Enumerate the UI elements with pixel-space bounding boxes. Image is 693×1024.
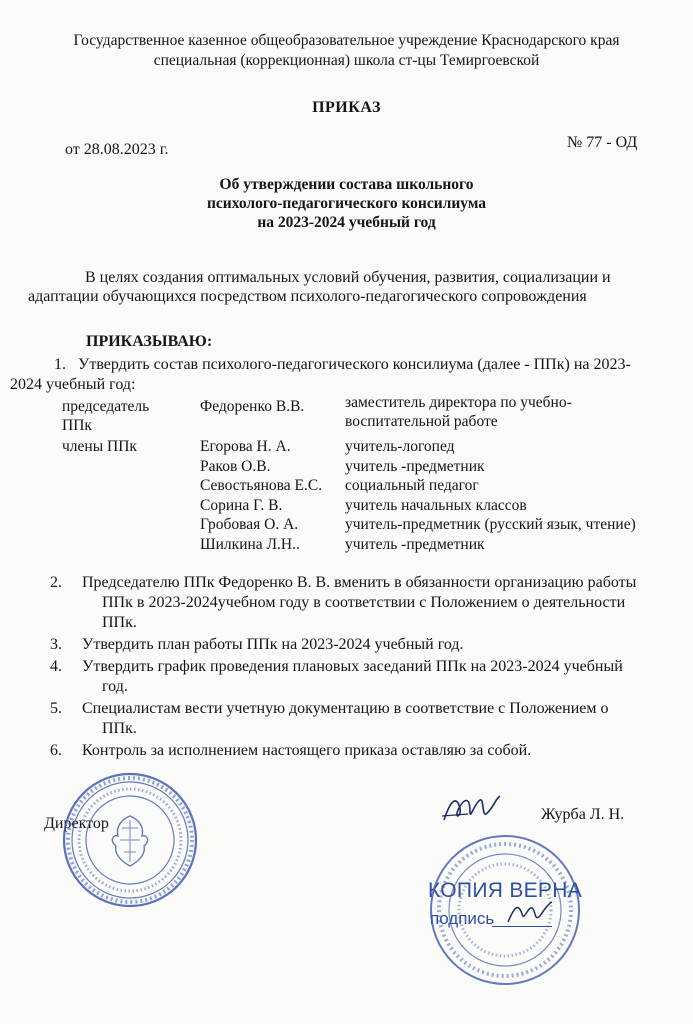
chair-role-line-2: ППк xyxy=(62,417,92,434)
copy-stamp-label: КОПИЯ ВЕРНА xyxy=(428,879,583,902)
copy-stamp-signature xyxy=(506,898,556,933)
item-line: Контроль за исполнением настоящего приказа оставляю за собой. xyxy=(82,742,532,759)
document-title: ПРИКАЗ xyxy=(312,99,381,116)
order-item xyxy=(50,741,670,761)
item-number: 2. xyxy=(50,574,62,591)
intro-paragraph xyxy=(28,268,668,306)
chair-role-line-1: председатель xyxy=(62,398,150,415)
subject-line-2: психолого-педагогического консилиума xyxy=(206,195,487,212)
member-name: Сорина Г. В. xyxy=(200,497,283,514)
member-name: Севостьянова Е.С. xyxy=(200,477,323,494)
intro-line-2: адаптации обучающихся посредством психолого-педагогического сопровождения xyxy=(28,288,587,305)
chair-position-line-1: заместитель директора по учебно- xyxy=(345,394,572,411)
order-word: ПРИКАЗЫВАЮ: xyxy=(86,333,213,350)
member-position: учитель -предметник xyxy=(345,536,485,553)
signature-role: Директор xyxy=(44,815,109,832)
member-name: Раков О.В. xyxy=(200,458,271,475)
item-1-number: 1. xyxy=(54,356,66,373)
item-line: год. xyxy=(102,678,128,695)
subject-line-3: на 2023-2024 учебный год xyxy=(257,214,436,231)
chair-position xyxy=(345,393,572,431)
order-date: от 28.08.2023 г. xyxy=(65,141,169,158)
order-number: № 77 - ОД xyxy=(567,134,638,151)
official-seal xyxy=(60,770,200,910)
subject-line-1: Об утверждении состава школьного xyxy=(219,176,474,193)
chair-role xyxy=(62,397,149,435)
chair-name: Федоренко В.В. xyxy=(200,398,305,415)
item-1-line-1: Утвердить состав психолого-педагогического консилиума (далее - ППк) на 2023- xyxy=(78,356,631,373)
order-item xyxy=(50,573,670,633)
order-subject xyxy=(0,175,693,232)
item-number: 4. xyxy=(50,658,62,675)
item-line: ППк. xyxy=(102,720,137,737)
member-position: учитель начальных классов xyxy=(345,497,527,514)
organization-header xyxy=(0,31,693,71)
member-position: учитель-логопед xyxy=(345,438,455,455)
item-number: 3. xyxy=(50,636,62,653)
member-name: Егорова Н. А. xyxy=(200,438,291,455)
member-position: учитель -предметник xyxy=(345,458,485,475)
order-item xyxy=(50,699,670,739)
chair-position-line-2: воспитательной работе xyxy=(345,413,498,430)
members-role: члены ППк xyxy=(62,438,137,455)
order-item xyxy=(50,635,670,655)
item-line: ППк. xyxy=(102,614,137,631)
item-1-line-2: 2024 учебный год: xyxy=(10,376,136,393)
intro-line-1: В целях создания оптимальных условий обучения, развития, социализации и xyxy=(85,269,611,286)
organization-line-1: Государственное казенное общеобразовательное учреждение Краснодарского края xyxy=(73,32,620,49)
member-name: Гробовая О. А. xyxy=(200,516,299,533)
item-line: Утвердить план работы ППк на 2023-2024 учебный год. xyxy=(82,636,464,653)
item-line: Утвердить график проведения плановых заседаний ППк на 2023-2024 учебный xyxy=(82,658,623,675)
member-position: социальный педагог xyxy=(345,477,479,494)
member-position: учитель-предметник (русский язык, чтение) xyxy=(345,516,636,533)
item-line: Специалистам вести учетную документацию в соответствие с Положением о xyxy=(82,700,609,717)
item-line: ППк в 2023-2024учебном году в соответствии с Положением о деятельности xyxy=(102,594,626,611)
organization-line-2: специальная (коррекционная) школа ст-цы Темиргоевской xyxy=(153,52,540,69)
signature-name: Журба Л. Н. xyxy=(541,806,625,823)
item-line: Председателю ППк Федоренко В. В. вменить в обязанности организацию работы xyxy=(82,574,637,591)
order-item xyxy=(50,657,670,697)
handwritten-signature xyxy=(440,790,510,835)
order-items-list xyxy=(50,573,670,763)
member-name: Шилкина Л.Н.. xyxy=(200,536,300,553)
copy-stamp-sign-label: подпись xyxy=(430,909,495,928)
item-number: 6. xyxy=(50,742,62,759)
item-number: 5. xyxy=(50,700,62,717)
item-1 xyxy=(10,355,674,395)
